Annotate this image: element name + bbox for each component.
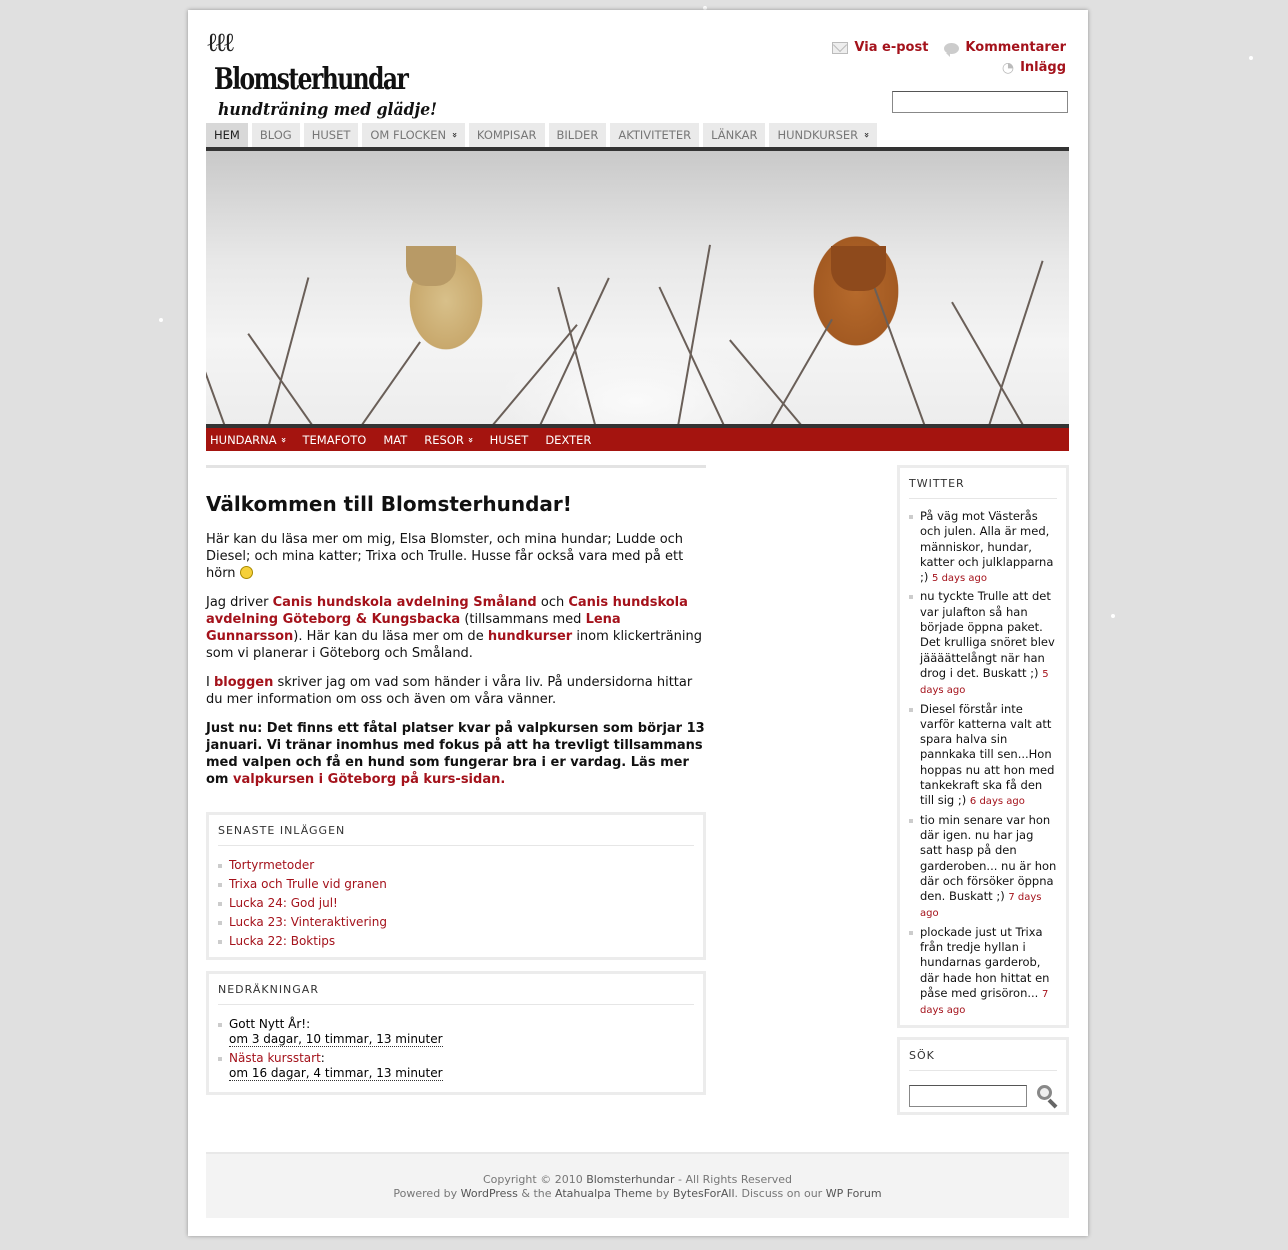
tweet-item bbox=[909, 589, 1057, 698]
snowflake bbox=[159, 318, 163, 322]
hundkurser-link[interactable]: hundkurser bbox=[487, 629, 573, 644]
menu-item-bilder[interactable] bbox=[549, 123, 607, 147]
tweet-text: nu tyckte Trulle att det var julafton så han började öppna paket. Det krulliga snöret blev jäääättelångt när han drog i det. Buskatt ;) bbox=[920, 589, 1055, 680]
category-item-huset[interactable] bbox=[486, 433, 538, 447]
tweet-text: På väg mot Västerås och julen. Alla är med, människor, hundar, katter och julklapparna ;) bbox=[920, 509, 1054, 585]
countdown-value: om 16 dagar, 4 timmar, 13 minuter bbox=[229, 1066, 443, 1080]
wordpress-link[interactable]: WordPress bbox=[460, 1187, 518, 1200]
theme-link[interactable]: Atahualpa Theme bbox=[555, 1187, 653, 1200]
dropdown-arrow-icon: » bbox=[464, 436, 475, 443]
recent-post-item bbox=[218, 896, 694, 911]
countdown-item: Nästa kursstart: om 16 dagar, 4 timmar, 13 minuter bbox=[218, 1051, 694, 1081]
footer-copyright: Copyright © 2010 Blomsterhundar - All Rights Reserved bbox=[482, 1173, 793, 1186]
recent-post-item bbox=[218, 858, 694, 873]
menu-item-label: HEM bbox=[214, 128, 240, 142]
page-container bbox=[188, 10, 1088, 1236]
top-menu bbox=[206, 123, 881, 147]
menu-item-länkar[interactable] bbox=[703, 123, 765, 147]
dog-photo-right bbox=[831, 246, 886, 291]
comment-icon bbox=[944, 43, 959, 54]
dropdown-arrow-icon: » bbox=[861, 132, 872, 138]
tweet-time-link[interactable]: 6 days ago bbox=[969, 796, 1025, 808]
countdown-title: NEDRÄKNINGAR bbox=[218, 983, 694, 1005]
tweet-text: plockade just ut Trixa från tredje hyllan i hundarnas garderob, där hade hon hittat en påse med grisöron... bbox=[920, 924, 1050, 1000]
tweet-time-link[interactable]: 5 days ago bbox=[920, 668, 1049, 697]
menu-item-kompisar[interactable] bbox=[469, 123, 545, 147]
snowy-branch bbox=[658, 287, 727, 428]
feed-links bbox=[822, 38, 1066, 78]
snowflake bbox=[1111, 614, 1115, 618]
lena-link[interactable]: Lena Gunnarsson bbox=[206, 612, 621, 644]
envelope-icon bbox=[832, 42, 848, 54]
sidebar-search-input[interactable] bbox=[909, 1085, 1027, 1107]
snowy-branch bbox=[986, 261, 1044, 428]
canis-goteborg-link[interactable]: Canis hundskola avdelning Göteborg & Kungsbacka bbox=[206, 595, 688, 627]
menu-item-hundkurser[interactable] bbox=[769, 123, 877, 147]
countdown-label: Gott Nytt År! bbox=[229, 1017, 307, 1031]
recent-post-link[interactable]: Tortyrmetoder bbox=[229, 858, 315, 872]
category-item-label: DEXTER bbox=[545, 432, 592, 447]
snowy-branch bbox=[266, 277, 309, 428]
recent-post-item bbox=[218, 934, 694, 949]
site-logo[interactable] bbox=[206, 28, 438, 128]
comments-feed-label: Kommentarer bbox=[965, 40, 1066, 55]
menu-item-huset[interactable] bbox=[304, 123, 359, 147]
category-item-label: MAT bbox=[383, 432, 408, 447]
tweet-item bbox=[909, 702, 1057, 810]
tweet-item bbox=[909, 925, 1057, 1019]
recent-post-link[interactable]: Trixa och Trulle vid granen bbox=[229, 877, 387, 891]
countdown-label-link[interactable]: Nästa kursstart bbox=[229, 1051, 321, 1065]
menu-item-om-flocken[interactable] bbox=[362, 123, 465, 147]
blog-paragraph: I bloggen skriver jag om vad som händer i våra liv. På undersidorna hittar du mer information om oss och även om våra vänner. bbox=[206, 675, 693, 707]
dog-photo-left bbox=[406, 246, 456, 286]
footer-credits: Powered by WordPress & the Atahualpa Theme by BytesForAll. Discuss on our WP Forum bbox=[393, 1187, 882, 1200]
menu-item-label: AKTIVITETER bbox=[618, 128, 692, 142]
recent-post-link[interactable]: Lucka 22: Boktips bbox=[229, 934, 336, 948]
category-item-dexter[interactable] bbox=[541, 433, 600, 447]
category-item-mat[interactable] bbox=[379, 433, 416, 447]
logo-title: Blomsterhundar bbox=[214, 62, 408, 97]
menu-item-label: BLOG bbox=[259, 128, 292, 142]
countdown-value: om 3 dagar, 10 timmar, 13 minuter bbox=[229, 1032, 443, 1046]
menu-item-label: KOMPISAR bbox=[476, 128, 537, 142]
main-content bbox=[206, 465, 706, 788]
header-search-input[interactable] bbox=[892, 91, 1068, 113]
twitter-title: TWITTER bbox=[909, 477, 1057, 499]
recent-posts-widget bbox=[206, 812, 706, 960]
countdown-item: Gott Nytt År!: om 3 dagar, 10 timmar, 13 minuter bbox=[218, 1017, 694, 1047]
school-paragraph: Jag driver Canis hundskola avdelning Småland och Canis hundskola avdelning Göteborg & Kungsbacka (tillsammans med Lena Gunnarsson). Här kan du läsa mer om de hundkurser inom klickerträning som vi planerar i Göteborg och Småland. bbox=[206, 595, 702, 661]
wp-forum-link[interactable]: WP Forum bbox=[825, 1187, 882, 1200]
dropdown-arrow-icon: » bbox=[449, 132, 460, 138]
search-widget bbox=[897, 1037, 1069, 1115]
category-item-label: RESOR bbox=[424, 432, 464, 447]
menu-item-blog[interactable] bbox=[252, 123, 300, 147]
category-item-hundarna[interactable] bbox=[206, 433, 294, 447]
news-paragraph: Just nu: Det finns ett fåtal platser kvar på valpkursen som börjar 13 januari. Vi tränar inomhus med fokus på att ha trevligt tillsammans med valpen och få en hund som fungerar bra i er vardag. Läs mer om valpkursen i Göteborg på kurs-sidan. bbox=[206, 721, 705, 787]
category-item-label: TEMAFOTO bbox=[302, 432, 367, 447]
snowy-branch bbox=[247, 333, 317, 428]
valpkurs-link[interactable]: valpkursen i Göteborg på kurs-sidan. bbox=[233, 772, 506, 787]
recent-post-item bbox=[218, 915, 694, 930]
email-feed-link[interactable] bbox=[832, 38, 928, 58]
footer-site-link[interactable]: Blomsterhundar bbox=[586, 1173, 675, 1186]
comments-feed-link[interactable] bbox=[944, 38, 1066, 58]
menu-item-label: OM FLOCKEN bbox=[370, 128, 447, 142]
snowy-branch bbox=[356, 341, 421, 428]
snowy-branch bbox=[536, 278, 610, 428]
countdown-widget bbox=[206, 971, 706, 1095]
content-top-rule bbox=[206, 465, 706, 468]
header-image bbox=[206, 147, 1069, 428]
snowy-branch bbox=[766, 319, 833, 428]
snowy-branch bbox=[868, 272, 928, 428]
canis-smaland-link[interactable]: Canis hundskola avdelning Småland bbox=[272, 595, 537, 610]
tweet-time-link[interactable]: 7 days ago bbox=[920, 988, 1049, 1017]
search-title: SÖK bbox=[909, 1049, 1057, 1071]
footer bbox=[206, 1152, 1069, 1218]
posts-feed-label: Inlägg bbox=[1020, 60, 1066, 75]
snowy-branch bbox=[206, 300, 228, 428]
recent-post-item bbox=[218, 877, 694, 892]
logo-tagline: hundträning med glädje! bbox=[218, 100, 438, 120]
twitter-widget bbox=[897, 465, 1069, 1028]
menu-item-aktiviteter[interactable] bbox=[610, 123, 699, 147]
snowy-branch bbox=[557, 287, 598, 428]
tweet-time-link[interactable]: 5 days ago bbox=[932, 573, 987, 585]
menu-item-label: LÄNKAR bbox=[711, 128, 758, 142]
menu-item-label: HUSET bbox=[311, 128, 351, 142]
paw-icon: ℓℓℓ bbox=[206, 28, 232, 58]
bytesforall-link[interactable]: BytesForAll bbox=[672, 1187, 735, 1200]
tweet-time-link[interactable]: 7 days ago bbox=[920, 892, 1042, 920]
tweet-item bbox=[909, 813, 1057, 922]
snowflake bbox=[1249, 56, 1253, 60]
recent-post-link[interactable]: Lucka 23: Vinteraktivering bbox=[229, 915, 387, 929]
smiley-icon bbox=[240, 566, 253, 579]
category-item-temafoto[interactable] bbox=[298, 433, 375, 447]
dropdown-arrow-icon: » bbox=[277, 436, 288, 443]
email-feed-label: Via e-post bbox=[854, 40, 929, 55]
category-item-label: HUNDARNA bbox=[210, 432, 277, 447]
recent-post-link[interactable]: Lucka 24: God jul! bbox=[229, 896, 338, 910]
posts-feed-link[interactable] bbox=[1000, 58, 1066, 78]
intro-paragraph: Här kan du läsa mer om mig, Elsa Blomster, och mina hundar; Ludde och Diesel; och mina katter; Trixa och Trulle. Husse får också vara med på ett hörn bbox=[206, 532, 684, 581]
page-title: Välkommen till Blomsterhundar! bbox=[206, 492, 572, 516]
bloggen-link[interactable]: bloggen bbox=[213, 675, 274, 690]
tweet-item bbox=[909, 509, 1057, 586]
snowy-branch bbox=[951, 302, 1028, 428]
menu-item-hem[interactable] bbox=[206, 123, 248, 147]
tweet-text: Diesel förstår inte varför katterna valt att spara halva sin pannkaka till sen...Hon hoppas nu att hon med tankekraft ska få den till sig ;) bbox=[920, 701, 1055, 808]
category-menu bbox=[206, 428, 1069, 451]
menu-item-label: BILDER bbox=[556, 128, 599, 142]
menu-item-label: HUNDKURSER bbox=[777, 128, 859, 142]
rss-icon: ◔ bbox=[1001, 60, 1015, 76]
tweet-text: tio min senare var hon där igen. nu har jag satt hasp på den garderoben... nu är hon där och försöker öppna den. Buskatt ;) bbox=[920, 812, 1057, 904]
category-item-label: HUSET bbox=[489, 432, 529, 447]
recent-posts-title: SENASTE INLÄGGEN bbox=[218, 824, 694, 846]
category-item-resor[interactable] bbox=[420, 433, 481, 447]
magnifier-icon[interactable] bbox=[1035, 1084, 1057, 1108]
